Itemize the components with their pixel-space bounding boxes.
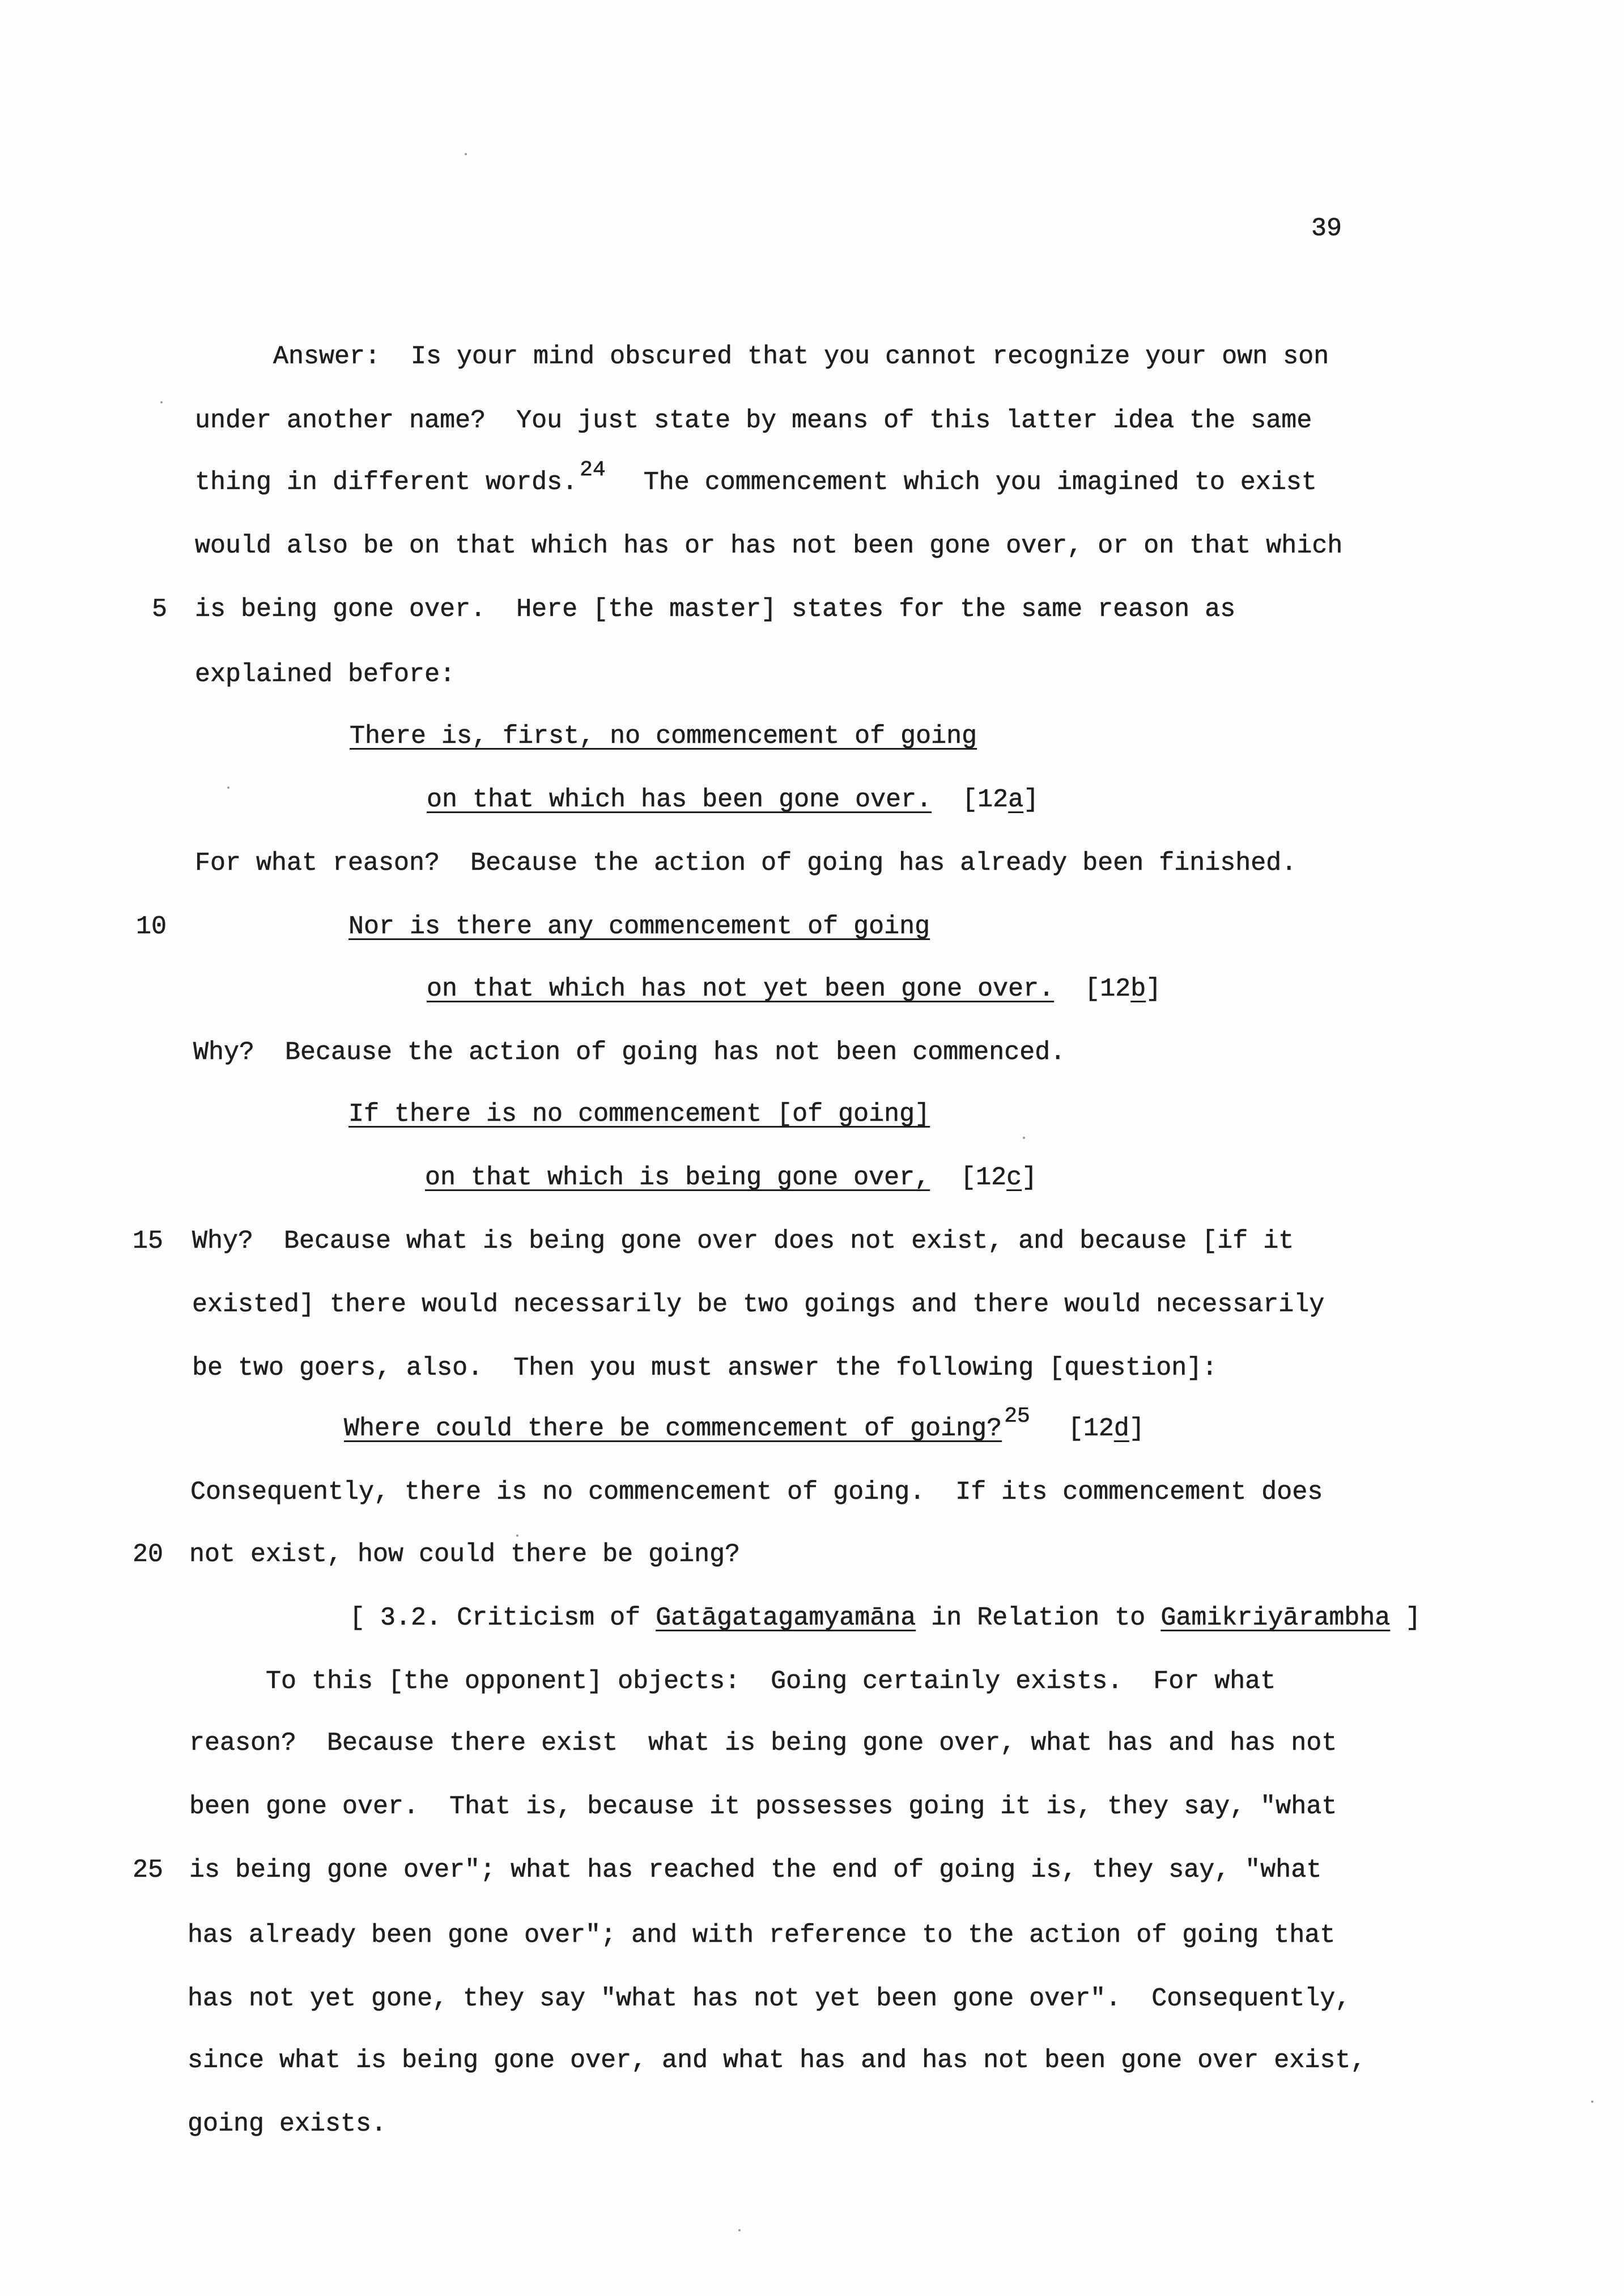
text-line: been gone over. That is, because it possesses going it is, they say, "what [189, 1792, 1337, 1821]
verse-line [427, 784, 1039, 816]
text-line: is being gone over"; what has reached the end of going is, they say, "what [189, 1856, 1322, 1885]
text-segment: thing in different words. [195, 468, 578, 497]
footnote-marker: 25 [1004, 1404, 1030, 1428]
text-line [195, 458, 1317, 500]
verse-line [425, 1162, 1037, 1194]
text-line: since what is being gone over, and what has and has not been gone over exist, [188, 2046, 1366, 2075]
verse-ref-letter: b [1130, 975, 1146, 1004]
verse-ref-letter: c [1006, 1163, 1022, 1192]
scan-speck [1591, 2101, 1593, 2103]
verse-text: Where could there be commencement of going? [344, 1414, 1002, 1443]
line-number: 5 [152, 595, 168, 624]
verse-text: on that which is being gone over, [425, 1163, 930, 1192]
scan-speck [465, 153, 467, 155]
text-line: existed] there would necessarily be two goings and there would necessarily [192, 1290, 1325, 1319]
scan-speck [1023, 1137, 1025, 1139]
text-line: be two goers, also. Then you must answer the following [question]: [192, 1354, 1218, 1383]
line-number: 15 [133, 1227, 164, 1256]
text-line: has already been gone over"; and with reference to the action of going that [188, 1921, 1336, 1950]
text-line: would also be on that which has or has not been gone over, or on that which [195, 532, 1343, 560]
footnote-marker: 24 [580, 458, 606, 482]
heading-open-bracket: [ [350, 1604, 365, 1632]
scan-speck [227, 786, 229, 789]
text-line: reason? Because there exist what is being gone over, what has and has not [189, 1729, 1337, 1758]
scan-speck [516, 1534, 518, 1537]
verse-ref-close: ] [1022, 1163, 1038, 1192]
text-line: Answer: Is your mind obscured that you cannot recognize your own son [273, 342, 1329, 371]
heading-close-bracket: ] [1405, 1604, 1421, 1632]
text-line: To this [the opponent] objects: Going certainly exists. For what [266, 1667, 1276, 1696]
verse-ref-open: [12 [960, 1163, 1007, 1192]
verse-ref-open: [12 [1068, 1414, 1114, 1443]
text-line: Why? Because what is being gone over does not exist, and because [if it [192, 1227, 1294, 1256]
line-number: 25 [133, 1856, 164, 1885]
line-number: 20 [133, 1540, 164, 1569]
text-line: Consequently, there is no commencement of going. If its commencement does [190, 1478, 1323, 1507]
verse-line [427, 973, 1161, 1005]
verse-ref-close: ] [1023, 785, 1039, 814]
scan-speck [738, 2229, 741, 2231]
verse-line [348, 911, 930, 943]
section-number: 3.2. [380, 1604, 442, 1632]
text-line: For what reason? Because the action of going has already been finished. [195, 849, 1297, 878]
text-line: going exists. [188, 2110, 387, 2138]
verse-text: on that which has been gone over. [427, 785, 932, 814]
text-line: explained before: [195, 660, 456, 689]
text-line: is being gone over. Here [the master] states for the same reason as [195, 595, 1236, 624]
verse-text: There is, first, no commencement of going [350, 722, 977, 751]
verse-ref-close: ] [1129, 1414, 1145, 1443]
verse-ref-open: [12 [1085, 975, 1131, 1004]
heading-term: Gatāgatagamyamāna [656, 1604, 916, 1632]
heading-term: Gamikriyārambha [1160, 1604, 1391, 1632]
heading-text: Criticism of [457, 1604, 641, 1632]
line-number: 10 [136, 912, 167, 941]
verse-text: on that which has not yet been gone over. [427, 975, 1055, 1004]
text-line: not exist, how could there be going? [189, 1540, 741, 1569]
verse-ref-letter: a [1008, 785, 1024, 814]
verse-line [350, 721, 977, 752]
verse-ref-open: [12 [962, 785, 1009, 814]
verse-ref-close: ] [1146, 975, 1162, 1004]
verse-line [344, 1404, 1145, 1446]
page-number: 39 [1311, 214, 1342, 243]
verse-line [348, 1099, 930, 1130]
scan-speck [160, 401, 163, 403]
text-segment: The commencement which you imagined to exist [643, 468, 1317, 497]
text-line: under another name? You just state by means of this latter idea the same [195, 406, 1312, 435]
verse-ref-letter: d [1113, 1414, 1129, 1443]
verse-text: If there is no commencement [of going] [348, 1100, 930, 1129]
verse-text: Nor is there any commencement of going [348, 912, 930, 941]
section-heading [350, 1602, 1421, 1634]
text-line: Why? Because the action of going has not been commenced. [193, 1038, 1066, 1067]
text-line: has not yet gone, they say "what has not yet been gone over". Consequently, [188, 1984, 1351, 2013]
heading-text: in Relation to [931, 1604, 1146, 1632]
